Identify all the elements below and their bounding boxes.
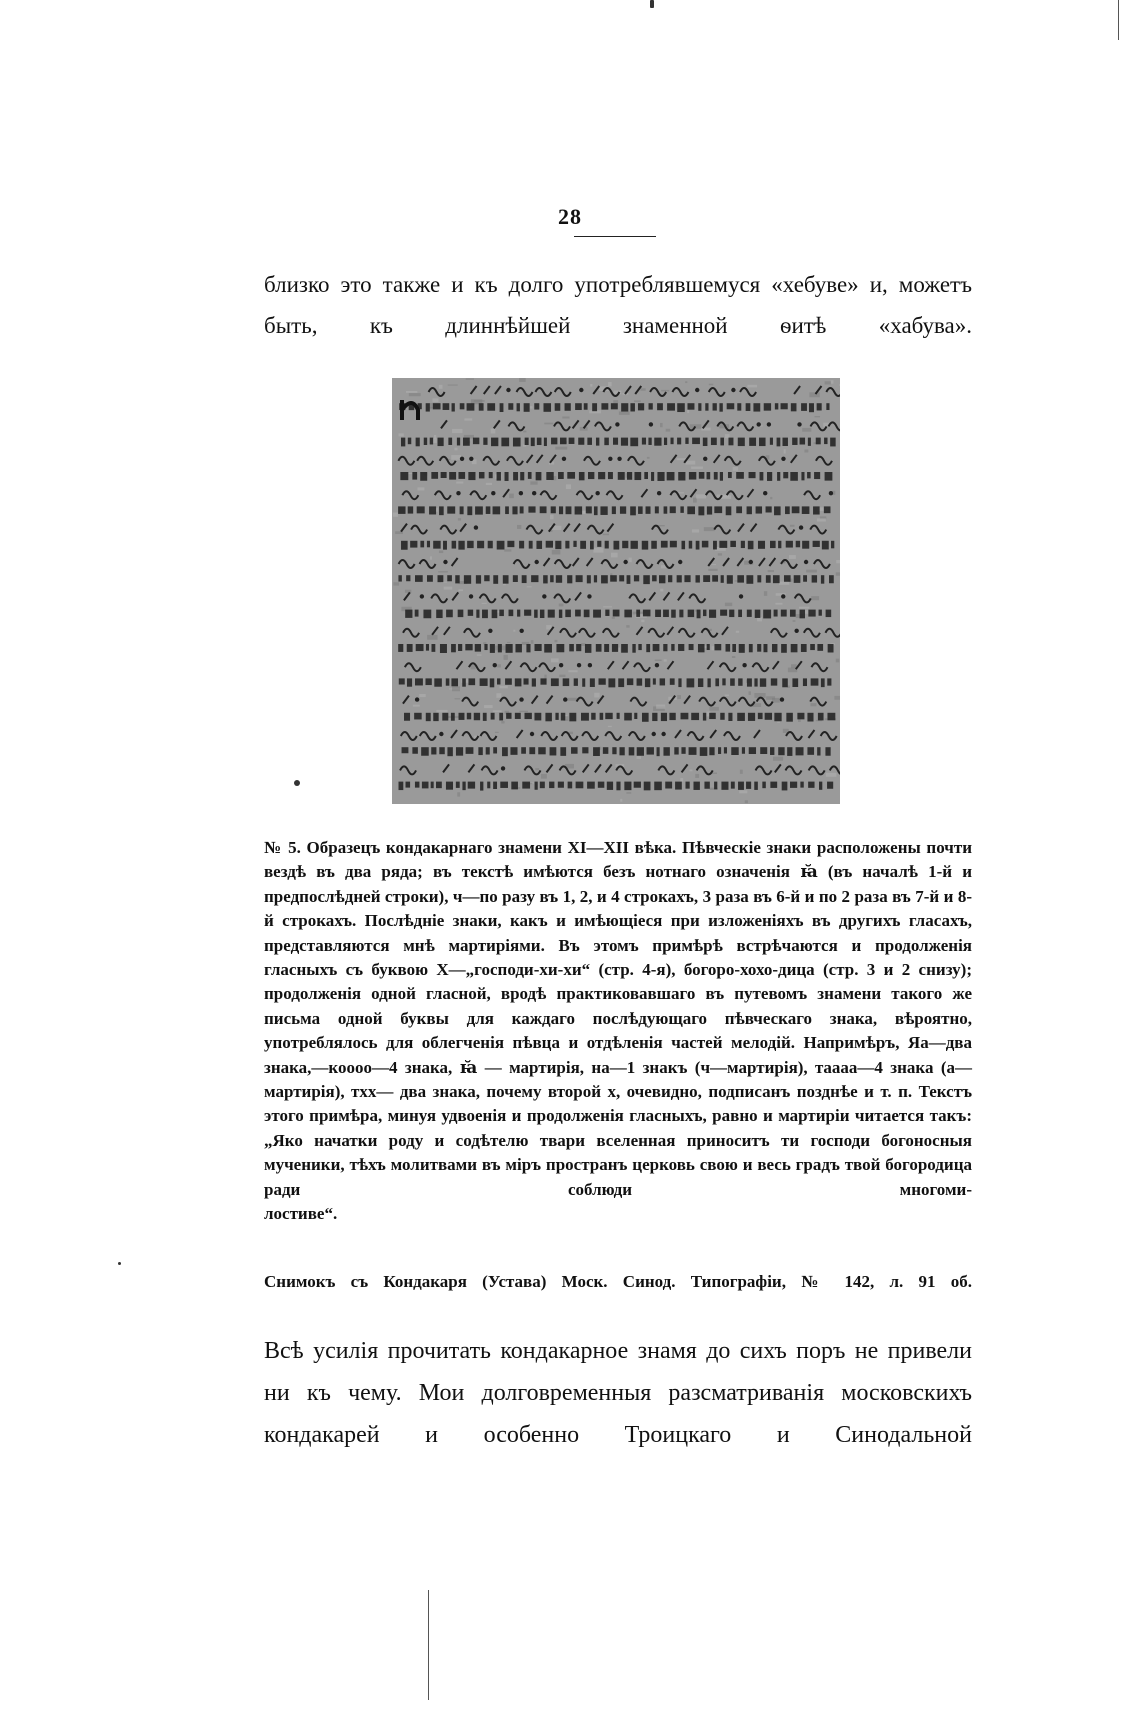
figure-caption-text: № 5. Образецъ кондакарнаго знамени XI—XII вѣка. Пѣвческіе знаки расположены почти вездѣ въ два ряда; въ текстѣ имѣются безъ нотнаго означенія ꙗ̆ (въ началѣ 1-й и предпослѣдней строки), ч—по разу въ 1, 2, и 4 строкахъ, 3 раза въ 6-й и по 2 раза въ 7-й и 8-й строкахъ. Послѣдніе знаки, какъ и имѣющіеся при изложеніяхъ въ другихъ гласахъ, представляются мнѣ мартиріями. Въ этомъ примѣрѣ встрѣчаются и продолженія гласныхъ съ буквою Х—„господи-хи-хи“ (стр. 4-я), богоро-хохо-дица (стр. 3 и 2 снизу); продолженія одной гласной, вродѣ практиковавшаго въ путевомъ знамени такого же письма одной буквы для каждаго послѣдующаго пѣвческаго знака, вѣроятно, употреблялось для облегченія пѣвца и отдѣленія частей мелодій. Напримѣръ, Яа—два знака,—коооо—4 знака, ꙗ̆ — мартирія, на—1 знакъ (ч—мартирія), тaааа—4 знака (а—мартирія), тхх— два знака, почему второй х, очевидно, подписанъ позднѣе и т. п. Текстъ этого примѣра, минуя удвоенія и продолженія гласныхъ, равно и мартиріи читается такъ: „Яко начатки роду и содѣтелю твари вселенная приноситъ ти господи богоносныя мученики, тѣхъ молитвами въ міръ пространъ церковь свою и весь градъ твой богородица ради соблюди многоми- bbox=[264, 838, 972, 1199]
scan-line bbox=[428, 1590, 429, 1700]
figure-caption bbox=[264, 836, 972, 1227]
manuscript-facsimile bbox=[392, 378, 840, 804]
scan-line bbox=[1118, 0, 1119, 40]
scan-speck bbox=[118, 1262, 121, 1265]
scan-speck bbox=[294, 780, 300, 786]
scan-speck bbox=[650, 0, 654, 8]
manuscript-facsimile-image bbox=[392, 378, 840, 804]
page-number: 28 bbox=[558, 204, 582, 229]
figure-caption-end: лостиве“. bbox=[264, 1204, 338, 1224]
intro-paragraph: близко это также и къ долго употреблявшемуся «хебуве» и, можетъ быть, къ длиннѣйшей знаменной ѳитѣ «хабува». bbox=[264, 272, 972, 338]
page-number-rule bbox=[574, 236, 656, 237]
closing-paragraph: Всѣ усилія прочитать кондакарное знамя до сихъ поръ не привели ни къ чему. Мои долговременныя разсматриванія московскихъ кондакарей и особенно Троицкаго и Синодальной bbox=[264, 1338, 972, 1448]
figure-source: Снимокъ съ Кондакаря (Устава) Моск. Синод. Типографіи, № 142, л. 91 об. bbox=[264, 1272, 972, 1291]
